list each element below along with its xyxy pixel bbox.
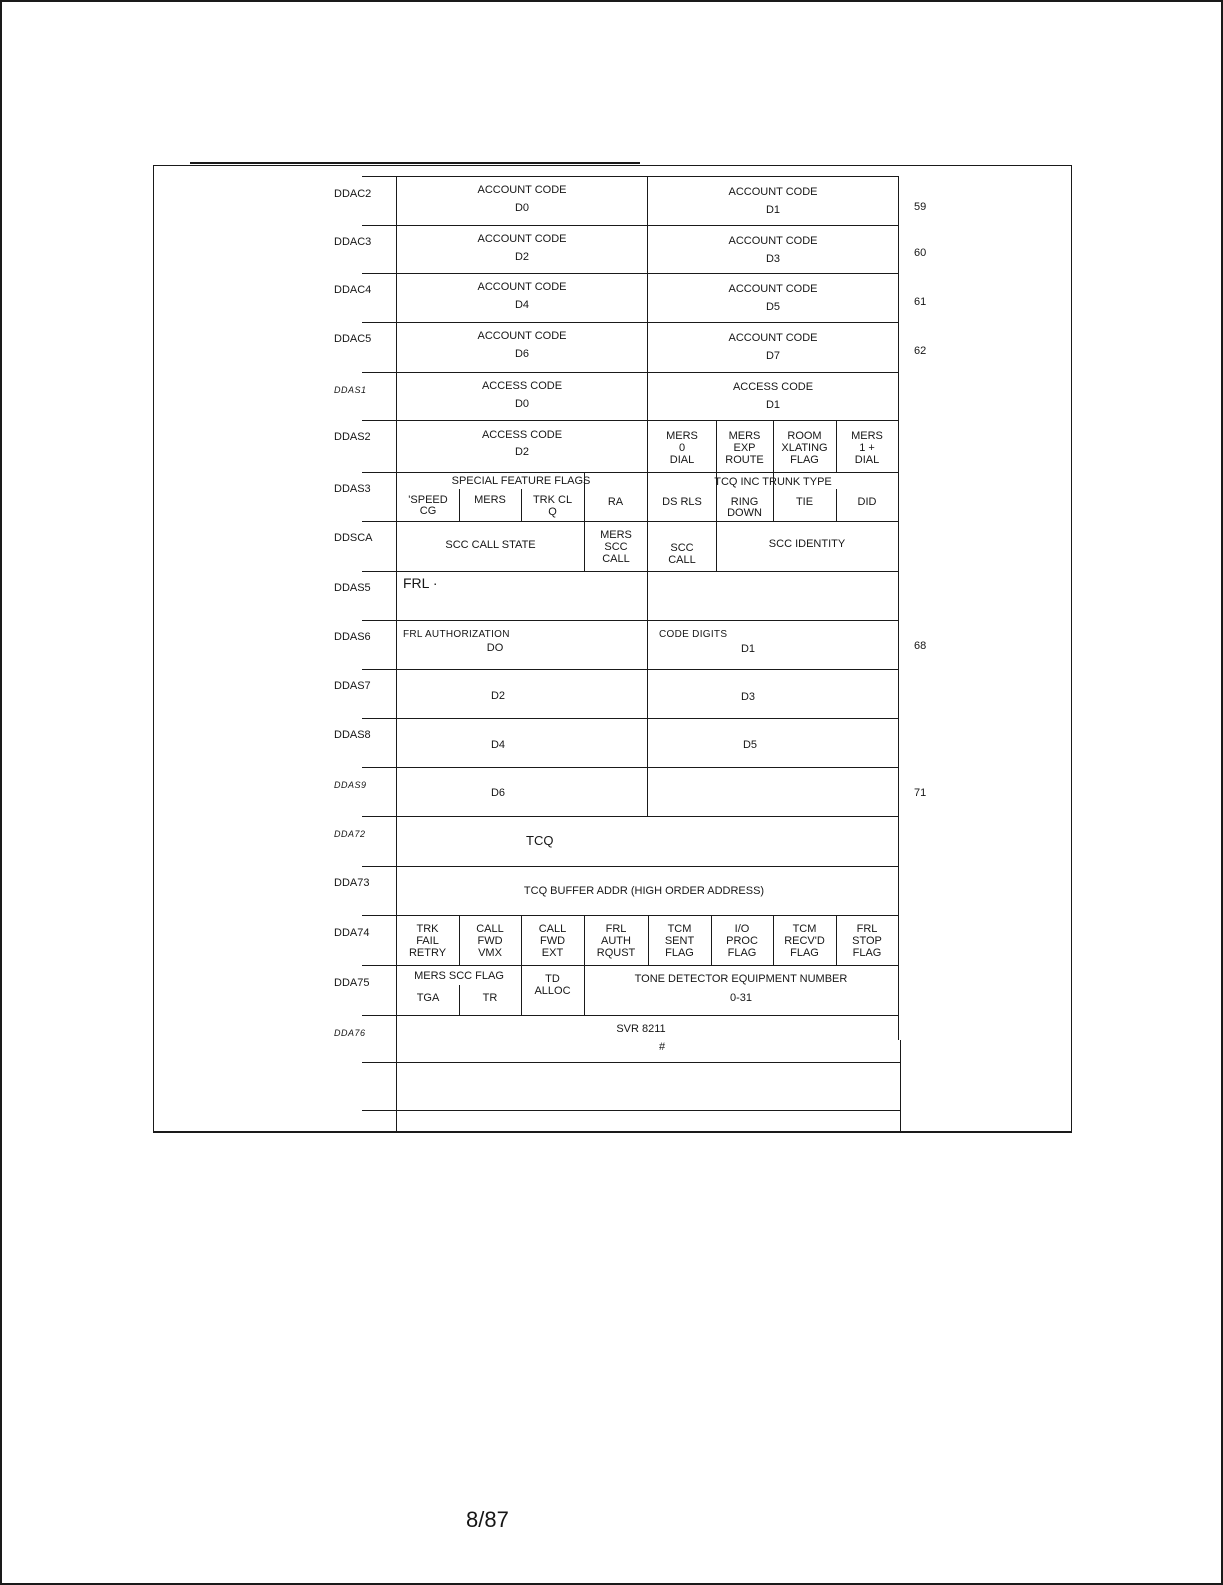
field-digit-text: DO	[486, 642, 504, 654]
flag-line: CALL	[602, 553, 630, 565]
field-svr	[591, 1022, 691, 1036]
word-number: 61	[914, 296, 927, 308]
trunk-ds-rls	[648, 495, 716, 509]
word-number: 59	[914, 201, 927, 213]
field-title: ACCOUNT CODE	[728, 332, 818, 344]
flag-line: EXP	[733, 442, 756, 454]
row-label: DDAS6	[334, 631, 371, 643]
field-digit: D5	[765, 301, 781, 313]
row-label: DDAS2	[334, 431, 371, 443]
flag-line: DID	[857, 496, 877, 508]
flag-line: TCM	[792, 923, 817, 935]
flag-frl-stop	[836, 917, 898, 965]
table-left-border	[396, 176, 397, 1132]
field-title: SVR 8211	[616, 1023, 666, 1035]
flag-mers-exp-route	[716, 422, 773, 474]
field-access-code-d2	[397, 422, 647, 465]
flag-trk-fail-retry	[396, 917, 459, 965]
row-label: DDSCA	[334, 532, 373, 544]
field-title: ACCESS CODE	[481, 380, 563, 392]
table-right-border	[900, 1040, 901, 1132]
flag-line: FLAG	[790, 947, 819, 959]
flag-line: TRK	[416, 923, 439, 935]
flag-ra	[584, 495, 647, 509]
flag-line: 0	[678, 442, 686, 454]
field-digit	[473, 690, 523, 702]
row-line	[362, 669, 899, 670]
flag-scc-call	[648, 542, 716, 566]
row-line	[362, 571, 899, 572]
flag-line: STOP	[852, 935, 882, 947]
row-label: DDA73	[334, 877, 370, 889]
field-title: TCQ BUFFER ADDR (HIGH ORDER ADDRESS)	[523, 885, 765, 897]
flag-tcm-sent	[648, 917, 711, 965]
flag-line: TCM	[667, 923, 692, 935]
row-label: DDAS8	[334, 729, 371, 741]
row-label: DDAS7	[334, 680, 371, 692]
field-digit	[473, 739, 523, 751]
flag-line: RECV'D	[784, 935, 825, 947]
flag-io-proc	[711, 917, 773, 965]
row-label: DDA74	[334, 927, 370, 939]
row-line	[362, 620, 899, 621]
flag-frl-auth-rqust	[584, 917, 648, 965]
field-account-code-d5	[648, 276, 898, 320]
field-title: ACCESS CODE	[481, 428, 563, 441]
field-digit: D3	[765, 253, 781, 265]
row-label: DDA75	[334, 977, 370, 989]
row-label: DDAS1	[334, 385, 367, 395]
flag-line: MERS	[851, 430, 883, 442]
field-digit	[723, 691, 773, 703]
flag-line: DOWN	[727, 506, 762, 519]
flag-td-alloc	[521, 972, 584, 998]
row-label: DDAS5	[334, 582, 371, 594]
field-digit-text: D4	[490, 739, 506, 751]
row-line	[362, 1062, 901, 1063]
flag-speed-cg	[397, 488, 459, 523]
field-tone-detector-equipment-number	[584, 971, 898, 1007]
row-label: DDA76	[334, 1028, 366, 1038]
field-digit-text: D1	[740, 643, 756, 655]
flag-line: ROUTE	[725, 454, 764, 466]
field-title: TONE DETECTOR EQUIPMENT NUMBER	[634, 973, 848, 985]
flag-line: MERS	[666, 430, 698, 442]
field-access-code-d0	[397, 373, 647, 417]
flag-tcm-recvd	[773, 917, 836, 965]
outer-box-top-rule	[190, 162, 640, 164]
flag-line: MERS	[474, 494, 506, 506]
flag-line: RING	[730, 495, 759, 508]
field-digit-text: D2	[490, 690, 506, 702]
trunk-ring-down	[716, 490, 773, 525]
flag-line: DIAL	[669, 454, 695, 466]
field-digit: D6	[514, 348, 530, 360]
flag-line: SCC	[670, 542, 694, 554]
flag-line: DIAL	[854, 454, 880, 466]
field-title: ACCOUNT CODE	[477, 184, 567, 196]
outer-box-left	[153, 165, 154, 1132]
field-frl: FRL ·	[403, 575, 438, 591]
flag-line: Q	[548, 506, 557, 518]
field-tcq-buffer-addr	[394, 885, 894, 897]
flag-line: TIE	[795, 496, 814, 508]
flag-line: TGA	[416, 992, 440, 1004]
flag-line: FRL	[605, 923, 627, 935]
field-scc-call-state	[397, 538, 584, 552]
flag-line: TR	[482, 992, 498, 1004]
flag-line: FWD	[477, 935, 503, 947]
field-account-code-d4	[397, 274, 647, 318]
flag-line: FLAG	[727, 947, 757, 959]
field-digit-text: D5	[742, 739, 758, 751]
flag-line: CALL	[538, 923, 567, 935]
group-header-text: SPECIAL FEATURE FLAGS	[451, 475, 591, 487]
flag-line: FWD	[539, 935, 566, 947]
flag-line: CG	[419, 504, 437, 517]
row-line	[362, 718, 899, 719]
field-account-code-d0	[397, 177, 647, 221]
flag-line: RQUST	[596, 947, 636, 959]
row-line	[362, 915, 899, 916]
field-digit-text: D6	[490, 787, 506, 799]
field-title: ACCOUNT CODE	[477, 281, 567, 293]
flag-line: DS RLS	[662, 496, 702, 508]
field-access-code-d1	[648, 374, 898, 418]
field-tcq: TCQ	[526, 833, 554, 848]
flag-line: 1 +	[859, 442, 875, 454]
flag-room-xlating	[773, 422, 836, 474]
flag-line: CALL	[668, 554, 696, 566]
field-digit: D2	[514, 251, 530, 263]
field-code-digits-title: CODE DIGITS	[659, 629, 728, 640]
field-digit: D1	[765, 204, 781, 216]
field-digit: D4	[514, 299, 530, 311]
field-account-code-d1	[648, 179, 898, 223]
flag-line: AUTH	[601, 935, 631, 947]
flag-call-fwd-ext	[521, 917, 584, 965]
field-symbol: #	[658, 1041, 666, 1053]
table-right-border	[898, 176, 899, 1040]
flag-line: FAIL	[416, 935, 439, 947]
flag-mers-scc-call	[584, 529, 648, 565]
flag-line: 'SPEED	[408, 493, 448, 506]
field-digit-text: D3	[740, 691, 756, 703]
row-label: DDAC4	[334, 284, 372, 296]
field-range: 0-31	[729, 992, 753, 1004]
row-label: DDA72	[334, 829, 366, 839]
outer-box-bottom	[153, 1131, 1072, 1133]
footer-date: 8/87	[466, 1507, 509, 1532]
field-digit	[723, 643, 773, 655]
field-title: ACCOUNT CODE	[477, 330, 567, 342]
group-header-mers-scc-flag	[397, 969, 521, 983]
row-label: DDAS3	[334, 483, 371, 495]
word-number: 68	[914, 640, 927, 652]
field-title: SCC IDENTITY	[768, 538, 846, 550]
flag-line: XLATING	[781, 442, 828, 454]
row-line	[362, 767, 899, 768]
field-account-code-d6	[397, 323, 647, 367]
flag-line: FLAG	[665, 947, 694, 959]
field-digit	[725, 739, 775, 751]
flag-line: FLAG	[790, 454, 819, 466]
flag-line: EXT	[541, 947, 564, 959]
flag-call-fwd-vmx	[459, 917, 521, 965]
field-digit: D2	[514, 445, 530, 458]
field-svr-marker	[652, 1040, 672, 1054]
row-label: DDAC2	[334, 188, 372, 200]
flag-line: RA	[607, 496, 624, 508]
flag-line: TRK CL	[532, 494, 573, 506]
field-digit	[470, 642, 520, 654]
trunk-did	[836, 495, 898, 509]
flag-mers-1plus-dial	[836, 422, 898, 474]
flag-mers-0-dial	[648, 422, 716, 474]
word-number: 60	[914, 247, 927, 259]
outer-box-right	[1071, 165, 1072, 1132]
flag-line: MERS	[600, 529, 632, 541]
row-line	[362, 1110, 901, 1111]
field-digit: D1	[765, 399, 781, 411]
flag-line: CALL	[476, 923, 504, 935]
field-scc-identity	[716, 537, 898, 551]
row-label: DDAC3	[334, 236, 372, 248]
flag-line: ALLOC	[534, 985, 571, 997]
flag-tga	[397, 991, 459, 1005]
flag-line: SENT	[664, 935, 695, 947]
flag-line: SCC	[604, 541, 628, 553]
row-line	[362, 816, 899, 817]
row-line	[362, 1015, 899, 1016]
group-header-text: TCQ INC TRUNK TYPE	[714, 476, 832, 488]
field-digit: D7	[765, 350, 781, 362]
flag-tr	[459, 991, 521, 1005]
field-digit	[473, 787, 523, 799]
field-account-code-d2	[397, 226, 647, 270]
field-account-code-d3	[648, 228, 898, 272]
flag-line: ROOM	[787, 430, 822, 442]
field-frl-authorization-title: FRL AUTHORIZATION	[403, 629, 510, 640]
flag-line: FLAG	[852, 947, 882, 959]
word-number: 71	[914, 787, 927, 799]
word-number: 62	[914, 345, 927, 357]
flag-line: RETRY	[408, 947, 447, 959]
field-title: ACCESS CODE	[732, 381, 814, 393]
row-line	[362, 965, 899, 966]
flag-trk-cl-q	[521, 488, 584, 524]
flag-mers	[459, 493, 521, 507]
field-title: ACCOUNT CODE	[728, 283, 818, 295]
field-digit: D0	[514, 202, 530, 214]
outer-box-top	[153, 165, 1071, 166]
flag-line: PROC	[726, 935, 758, 947]
group-header-tcq-inc-trunk-type	[648, 475, 898, 489]
flag-line: TD	[545, 973, 560, 985]
row-line	[362, 420, 899, 421]
row-label: DDAS9	[334, 780, 367, 790]
row-label: DDAC5	[334, 333, 372, 345]
row-line	[362, 866, 899, 867]
field-digit: D0	[514, 398, 530, 410]
field-title: SCC CALL STATE	[445, 539, 536, 551]
field-title: ACCOUNT CODE	[477, 233, 567, 245]
group-header-text: MERS SCC FLAG	[414, 970, 504, 982]
field-title: ACCOUNT CODE	[728, 235, 818, 247]
field-account-code-d7	[648, 325, 898, 369]
field-title: ACCOUNT CODE	[728, 186, 818, 198]
group-header-special-feature-flags	[397, 474, 645, 488]
flag-line: FRL	[856, 923, 878, 935]
trunk-tie	[773, 495, 836, 509]
flag-line: VMX	[478, 947, 502, 959]
flag-line: MERS	[728, 430, 761, 442]
flag-line: I/O	[734, 923, 750, 935]
